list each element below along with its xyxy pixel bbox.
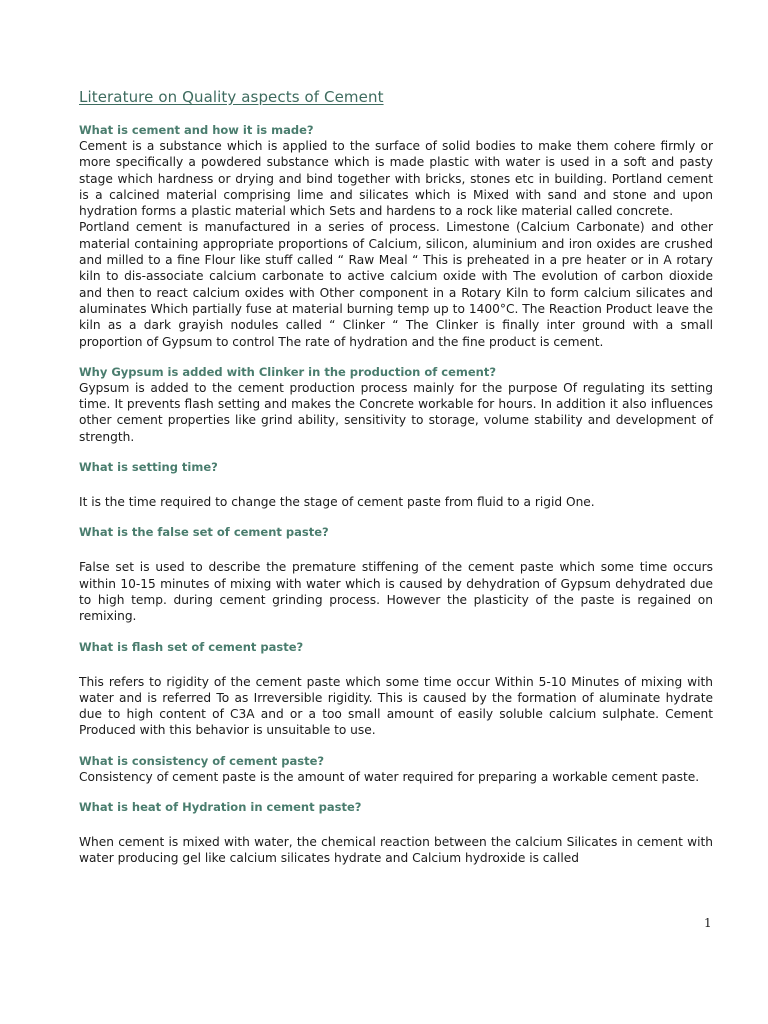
document-page — [79, 88, 713, 867]
section-heading: What is cement and how it is made? — [79, 123, 314, 137]
section-paragraph: Cement is a substance which is applied to the surface of solid bodies to make them cohere firmly or more specifically a powdered substance which is made plastic with water is used in a soft and pasty stage which hardness or drying and bind together with bricks, stones etc in building. Portland cement is a calcined material comprising lime and silicates which is Mixed with sand and stone and upon hydration forms a plastic material which Sets and hardens to a rock like material called concrete. — [79, 139, 713, 219]
section-heading: What is heat of Hydration in cement paste? — [79, 800, 362, 815]
section-heading: What is flash set of cement paste? — [79, 639, 304, 654]
section-paragraph: When cement is mixed with water, the chemical reaction between the calcium Silicates in cement with water producing gel like calcium silicates hydrate and Calcium hydroxide is called — [79, 835, 713, 866]
section-heading: What is the false set of cement paste? — [79, 525, 329, 540]
section-paragraph: Consistency of cement paste is the amount of water required for preparing a workable cement paste. — [79, 769, 700, 784]
section-heading: Why Gypsum is added with Clinker in the production of cement? — [79, 364, 497, 379]
section-heading: What is consistency of cement paste? — [79, 753, 325, 768]
section-heading: What is setting time? — [79, 460, 218, 475]
section-paragraph: False set is used to describe the premature stiffening of the cement paste which some time occurs within 10-15 minutes of mixing with water which is caused by dehydration of Gypsum dehydrated due to high temp. during cement grinding process. However the plasticity of the paste is regained on remixing. — [79, 560, 713, 624]
section-paragraph: Gypsum is added to the cement production process mainly for the purpose Of regulating its setting time. It prevents flash setting and makes the Concrete workable for hours. In addition it also influences other cement properties like grind ability, sensitivity to storage, volume stability and development of strength. — [79, 380, 713, 444]
section-paragraph: It is the time required to change the stage of cement paste from fluid to a rigid One. — [79, 495, 595, 510]
section-paragraph: This refers to rigidity of the cement paste which some time occur Within 5-10 Minutes of mixing with water and is referred To as Irreversible rigidity. This is caused by the formation of aluminate hydrate due to high content of C3A and or a too small amount of easily soluble calcium sulphate. Cement Produced with this behavior is unsuitable to use. — [79, 674, 713, 738]
section-paragraph: Portland cement is manufactured in a series of process. Limestone (Calcium Carbonate) and other material containing appropriate proportions of Calcium, silicon, aluminium and iron oxides are crushed and milled to a fine Flour like stuff called “ Raw Meal “ This is preheated in a pre heater or in A rotary kiln to dis-associate calcium carbonate to active calcium oxide with The evolution of carbon dioxide and then to react calcium oxides with Other component in a Rotary Kiln to form calcium silicates and aluminates Which partially fuse at material burning temp up to 1400°C. The Reaction Product leave the kiln as a dark grayish nodules called “ Clinker “ The Clinker is finally inter ground with a small proportion of Gypsum to control The rate of hydration and the fine product is cement. — [79, 220, 713, 349]
document-title: Literature on Quality aspects of Cement — [79, 88, 384, 106]
page-number: 1 — [704, 916, 712, 930]
